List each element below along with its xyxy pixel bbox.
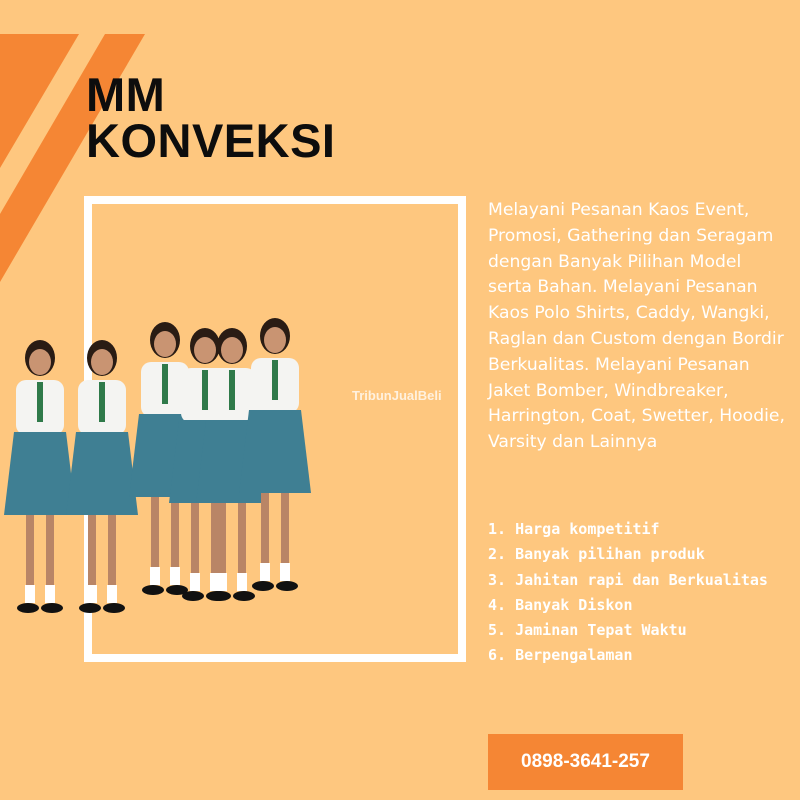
- feature-item: 5. Jaminan Tepat Waktu: [488, 621, 687, 640]
- students-photo: [0, 300, 340, 620]
- service-description: Melayani Pesanan Kaos Event, Promosi, Gathering dan Seragam dengan Banyak Pilihan Model serta Bahan. Melayani Pesanan Kaos Polo Shirts, Caddy, Wangki, Raglan dan Custom dengan Bordir Berkualitas. Melayani Pesanan Jaket Bomber, Windbreaker, Harrington, Coat, Swetter, Hoodie, Varsity dan Lainnya: [488, 200, 785, 453]
- feature-list: [488, 517, 788, 669]
- phone-button[interactable]: 0898-3641-257: [488, 734, 683, 790]
- feature-item: 4. Banyak Diskon: [488, 595, 633, 614]
- feature-item: 1. Harga kompetitif: [488, 520, 660, 538]
- brand-title: [86, 68, 336, 167]
- feature-item: 3. Jahitan rapi dan Berkualitas: [488, 570, 768, 589]
- feature-item: 6. Berpengalaman: [488, 646, 633, 665]
- feature-item: 2. Banyak pilihan produk: [488, 545, 705, 564]
- brand-line1: MM: [86, 68, 166, 121]
- student-figure: [66, 340, 138, 613]
- student-figure: [239, 318, 311, 591]
- brand-line2: KONVEKSI: [86, 114, 336, 167]
- watermark: TribunJualBeli: [352, 388, 442, 403]
- student-figure: [4, 340, 76, 613]
